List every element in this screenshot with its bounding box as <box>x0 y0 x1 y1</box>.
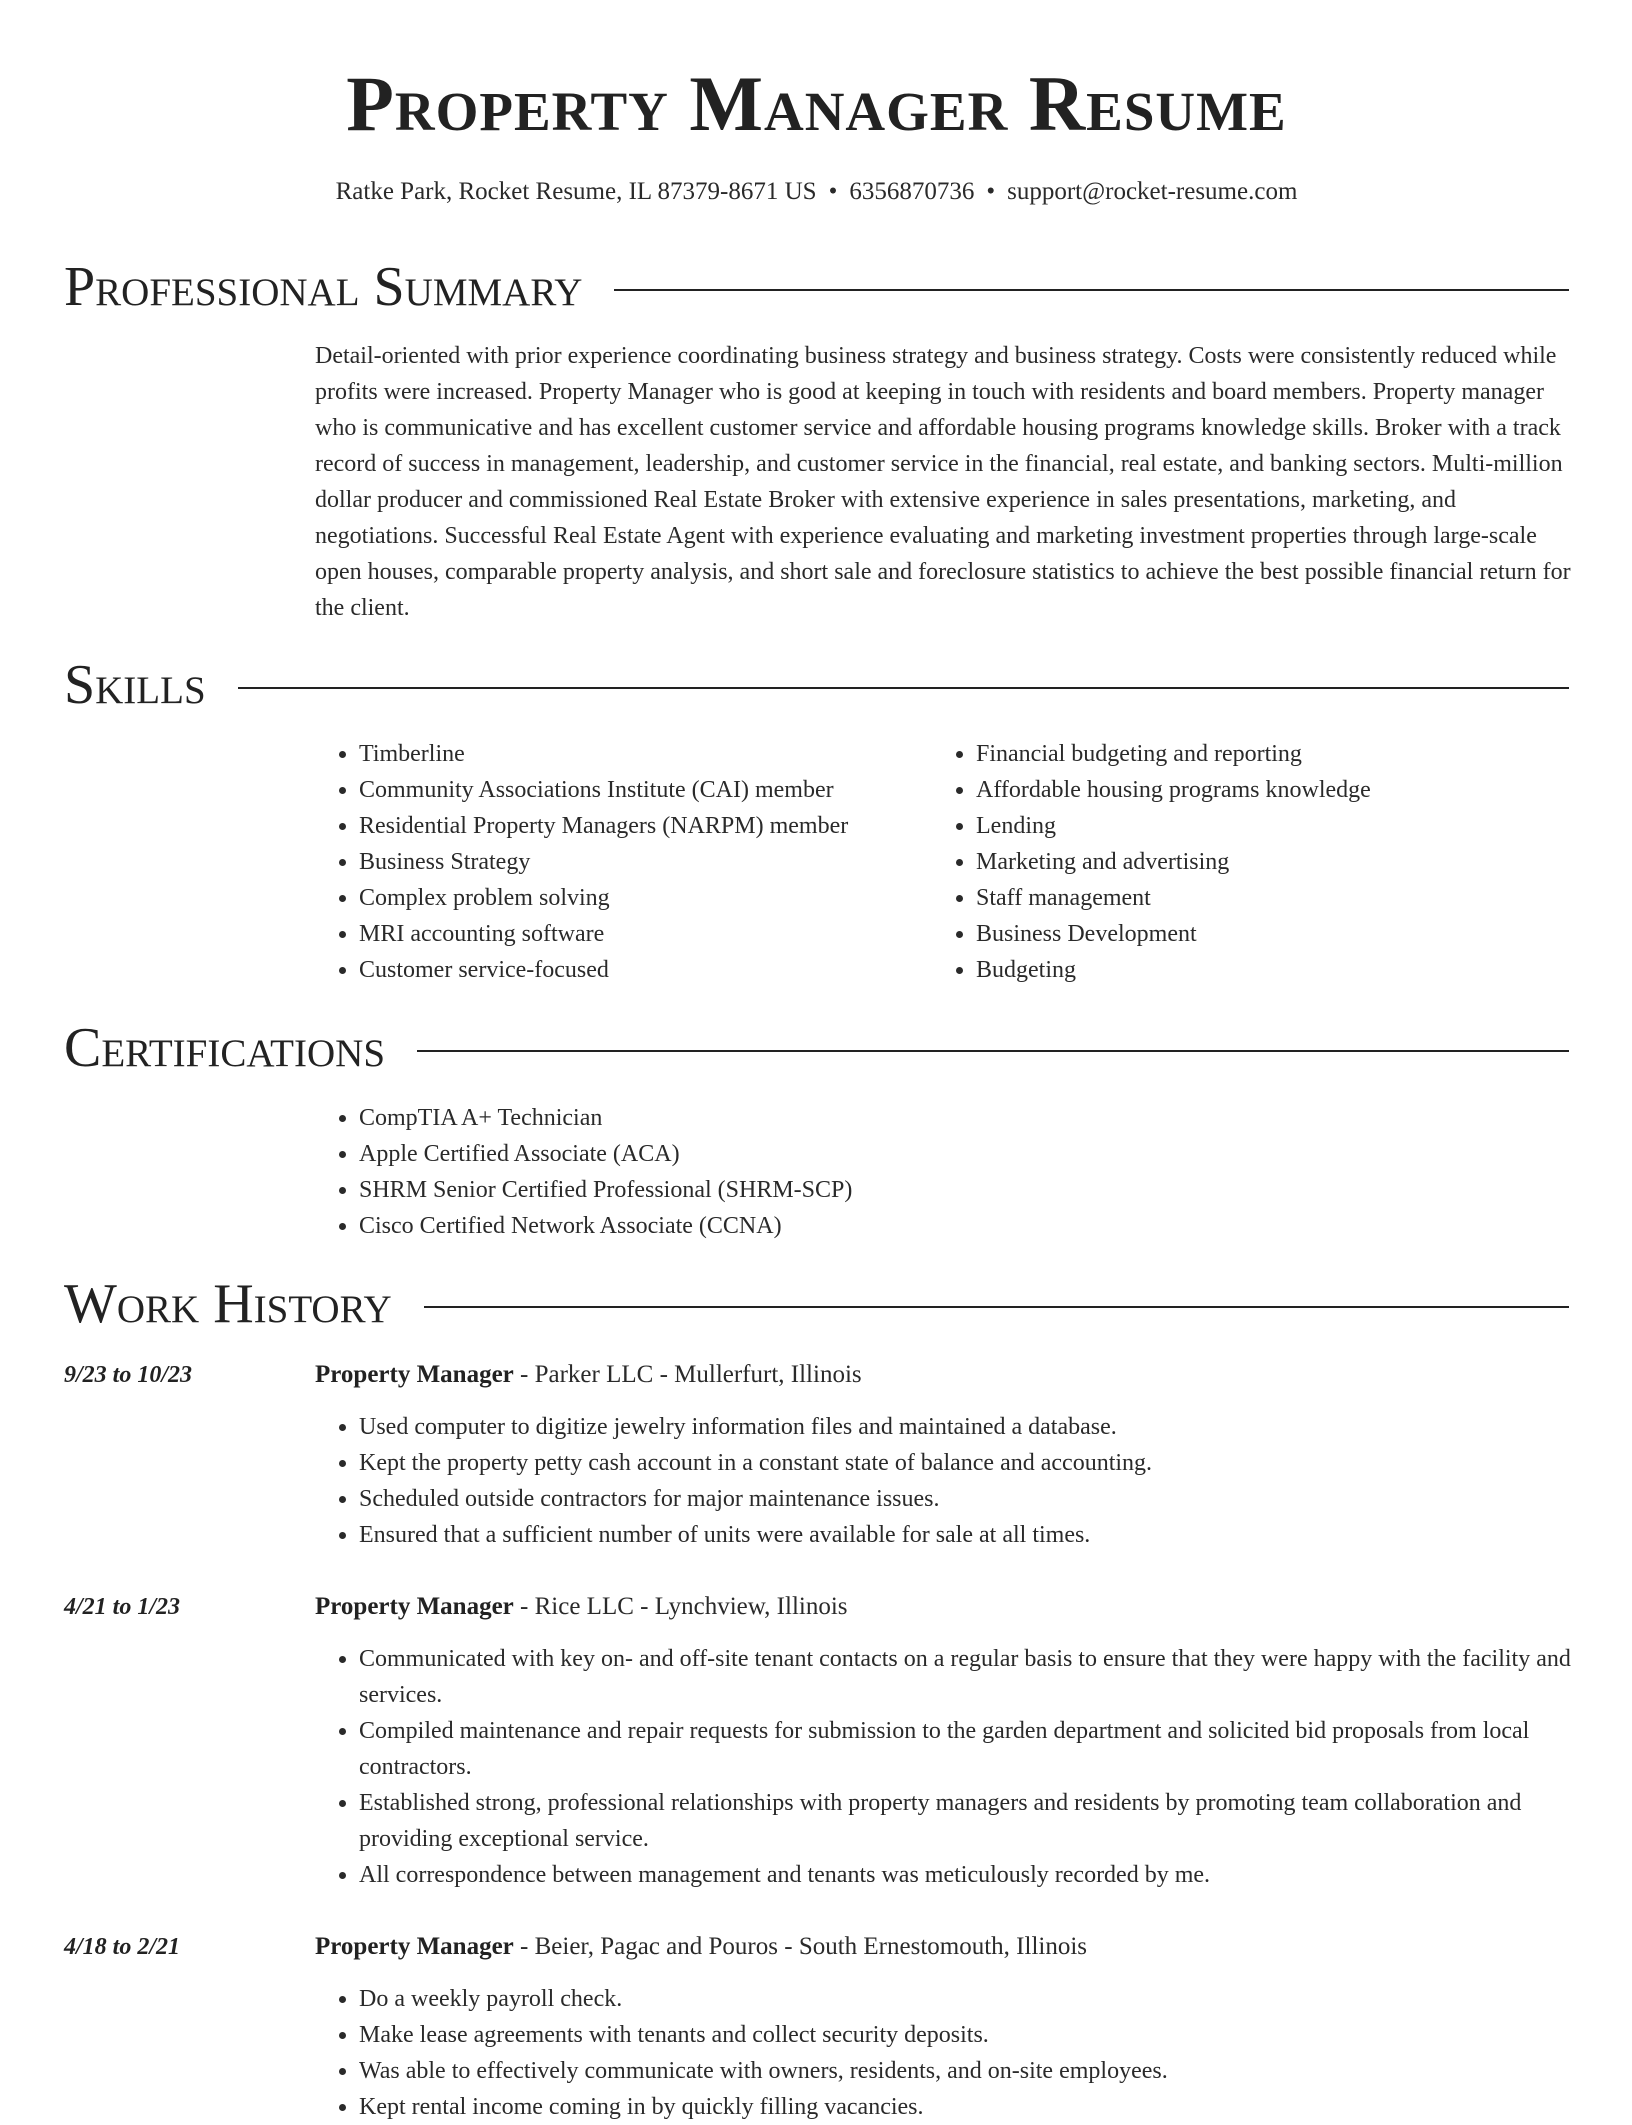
certification-item: • Apple Certified Associate (ACA) <box>359 1136 1571 1172</box>
duty-item: • All correspondence between management and tenants was meticulously recorded by me. <box>359 1857 1571 1893</box>
skill-item: • Lending <box>976 808 1549 844</box>
duty-item: • Ensured that a sufficient number of units were available for sale at all times. <box>359 1517 1571 1553</box>
skill-item: • Residential Property Managers (NARPM) member <box>359 808 932 844</box>
skill-item: • Budgeting <box>976 952 1549 988</box>
skill-item: • MRI accounting software <box>359 916 932 952</box>
duty-item: • Communicated with key on- and off-site tenant contacts on a regular basis to ensure that they were happy with the facility and services. <box>359 1641 1571 1713</box>
section-divider <box>614 289 1569 291</box>
skill-item: • Financial budgeting and reporting <box>976 736 1549 772</box>
skills-section-header <box>64 650 1569 720</box>
duty-item: • Established strong, professional relationships with property managers and residents by promoting team collaboration and providing exceptional service. <box>359 1785 1571 1857</box>
summary-section-header <box>64 252 1569 322</box>
job-heading <box>315 1929 1087 1965</box>
skill-item: • Marketing and advertising <box>976 844 1549 880</box>
duty-item: • Kept rental income coming in by quickly filling vacancies. <box>359 2089 1571 2125</box>
contact-line <box>64 172 1569 212</box>
job-dates: 4/21 to 1/23 <box>64 1594 181 1620</box>
skill-item: • Business Development <box>976 916 1549 952</box>
duty-item: • Used computer to digitize jewelry information files and maintained a database. <box>359 1409 1571 1445</box>
duty-item: • Kept the property petty cash account in a constant state of balance and accounting. <box>359 1445 1571 1481</box>
job-duties <box>315 1409 1571 1553</box>
skill-item: • Customer service-focused <box>359 952 932 988</box>
duty-item: • Scheduled outside contractors for major maintenance issues. <box>359 1481 1571 1517</box>
certification-item: • CompTIA A+ Technician <box>359 1100 1571 1136</box>
email: support@rocket-resume.com <box>1007 178 1298 205</box>
page-title: Property Manager Resume <box>346 60 1287 147</box>
certification-item: • Cisco Certified Network Associate (CCNA) <box>359 1208 1571 1244</box>
separator: • <box>986 178 996 205</box>
skill-item: • Complex problem solving <box>359 880 932 916</box>
section-divider <box>238 687 1569 689</box>
certification-item: • SHRM Senior Certified Professional (SHRM-SCP) <box>359 1172 1571 1208</box>
separator: • <box>828 178 838 205</box>
skills-heading: Skills <box>64 654 206 716</box>
summary-text: Detail-oriented with prior experience coordinating business strategy and business strategy. Costs were consistently reduced while profits were increased. Property Manager who is good at keeping in touch with residents and board members. Property manager who is communicative and has excellent customer service and affordable housing programs knowledge skills. Broker with a track record of success in management, leadership, and customer service in the financial, real estate, and banking sectors. Multi-million dollar producer and commissioned Real Estate Broker with extensive experience in sales presentations, marketing, and negotiations. Successful Real Estate Agent with experience evaluating and marketing investment properties through large-scale open houses, comparable property analysis, and short sale and foreclosure statistics to achieve the best possible financial return for the client. <box>315 343 1571 621</box>
certifications-heading: Certifications <box>64 1017 386 1079</box>
work-history-section-header <box>64 1269 1569 1339</box>
skill-item: • Staff management <box>976 880 1549 916</box>
duty-item: • Make lease agreements with tenants and collect security deposits. <box>359 2017 1571 2053</box>
skill-item: • Community Associations Institute (CAI) member <box>359 772 932 808</box>
job-duties <box>315 1641 1571 1893</box>
duty-item: • Do a weekly payroll check. <box>359 1981 1571 2017</box>
job-heading <box>315 1589 848 1625</box>
job-role: Property Manager <box>315 1933 514 1960</box>
job-details: - Parker LLC - Mullerfurt, Illinois <box>513 1361 862 1388</box>
skill-item: • Timberline <box>359 736 932 772</box>
job-dates: 4/18 to 2/21 <box>64 1934 181 1960</box>
address: Ratke Park, Rocket Resume, IL 87379-8671 US <box>335 178 817 205</box>
job-details: - Beier, Pagac and Pouros - South Ernestomouth, Illinois <box>513 1933 1088 1960</box>
work-history-heading: Work History <box>64 1273 392 1335</box>
job-duties <box>315 1981 1571 2125</box>
certifications-list <box>315 1100 1571 1244</box>
summary-heading: Professional Summary <box>64 256 583 318</box>
skill-item: • Affordable housing programs knowledge <box>976 772 1549 808</box>
skill-item: • Business Strategy <box>359 844 932 880</box>
certifications-section-header <box>64 1013 1569 1083</box>
job-role: Property Manager <box>315 1593 514 1620</box>
phone: 6356870736 <box>849 178 975 205</box>
skills-list <box>315 736 1571 988</box>
job-role: Property Manager <box>315 1361 514 1388</box>
job-dates: 9/23 to 10/23 <box>64 1362 193 1388</box>
duty-item: • Compiled maintenance and repair requests for submission to the garden department and solicited bid proposals from local contractors. <box>359 1713 1571 1785</box>
duty-item: • Was able to effectively communicate with owners, residents, and on-site employees. <box>359 2053 1571 2089</box>
section-divider <box>417 1050 1569 1052</box>
section-divider <box>424 1306 1569 1308</box>
job-details: - Rice LLC - Lynchview, Illinois <box>513 1593 848 1620</box>
skills-column-right <box>932 736 1549 988</box>
job-heading <box>315 1357 862 1393</box>
skills-column-left <box>315 736 932 988</box>
